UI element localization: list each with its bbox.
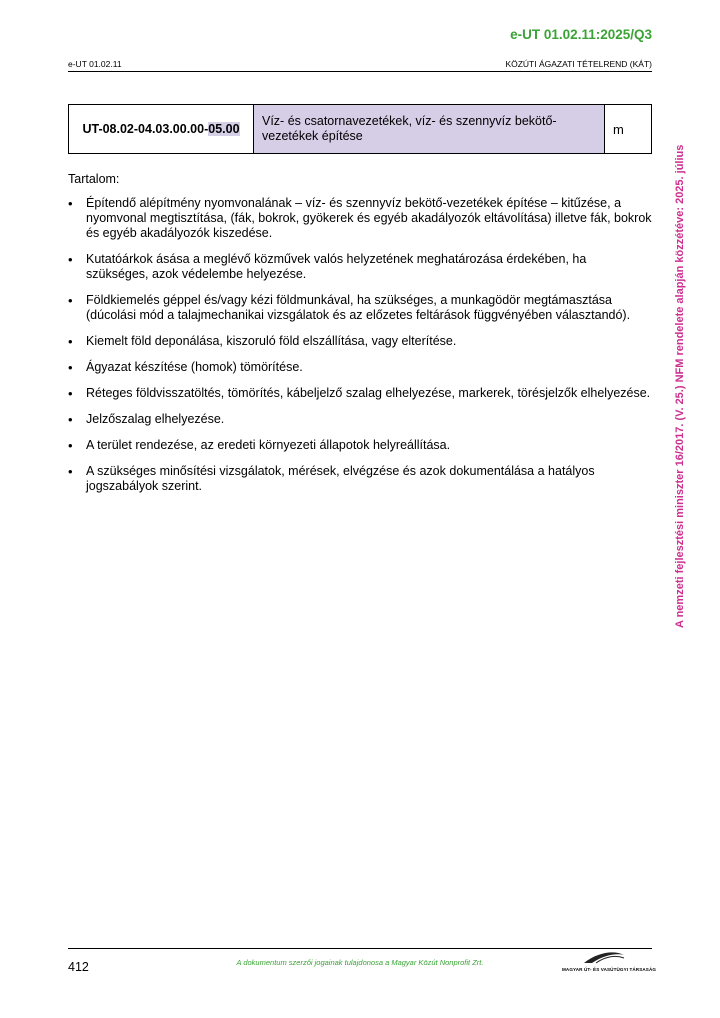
item-code-prefix: UT-08.02-04.03.00.00- [82, 122, 209, 136]
header-rule [68, 71, 652, 72]
list-item: • Jelzőszalag elhelyezése. [68, 412, 652, 427]
road-swoosh-logo-icon [562, 950, 656, 966]
item-table [68, 104, 652, 154]
header-left: e-UT 01.02.11 [68, 59, 122, 69]
item-code-suffix: 05.00 [208, 122, 240, 136]
item-title: Víz- és csatornavezetékek, víz- és szennyvíz bekötő-vezetékek építése [254, 105, 605, 154]
copyright-notice: A dokumentum szerzői jogainak tulajdonosa a Magyar Közút Nonprofit Zrt. [236, 958, 484, 967]
list-item: • A szükséges minősítési vizsgálatok, mérések, elvégzése és azok dokumentálása a hatályos jogszabályok szerint. [68, 464, 652, 494]
list-item: • Építendő alépítmény nyomvonalának – víz- és szennyvíz bekötő-vezetékek építése – kitűzése, a nyomvonal megtisztítása, (fák, bokrok, gyökerek és egyéb akadályozók eltávolítása) illetve fák, bokrok és egyéb akadályozók kiszedése. [68, 196, 652, 241]
item-unit: m [605, 105, 652, 154]
list-item: • Réteges földvisszatöltés, tömörítés, kábeljelző szalag elhelyezése, markerek, törésjelzők elhelyezése. [68, 386, 652, 401]
item-row [69, 105, 652, 154]
side-publication-note: A nemzeti fejlesztési miniszter 16/2017. (V. 25.) NFM rendelete alapján közzétéve: 2025. július [674, 144, 686, 628]
list-item: • Kiemelt föld deponálása, kiszoruló föld elszállítása, vagy elterítése. [68, 334, 652, 349]
page-number: 412 [68, 960, 89, 974]
document-code: e-UT 01.02.11:2025/Q3 [510, 27, 652, 42]
content-list [68, 196, 652, 505]
list-item: • Kutatóárkok ásása a meglévő közművek valós helyzetének meghatározása érdekében, ha szükséges, azok védelembe helyezése. [68, 252, 652, 282]
company-logo [562, 950, 656, 972]
list-item: • A terület rendezése, az eredeti környezeti állapotok helyreállítása. [68, 438, 652, 453]
footer-rule [68, 948, 652, 949]
list-item: • Ágyazat készítése (homok) tömörítése. [68, 360, 652, 375]
content-label: Tartalom: [68, 172, 120, 186]
logo-text: MAGYAR ÚT- ÉS VASÚTÜGYI TÁRSASÁG [562, 967, 657, 972]
header-right: KÖZÚTI ÁGAZATI TÉTELREND (KÁT) [505, 59, 652, 69]
list-item: • Földkiemelés géppel és/vagy kézi földmunkával, ha szükséges, a munkagödör megtámasztása (dúcolási mód a talajmechanikai vizsgálatok és az előzetes feltárások függvényében választandó). [68, 293, 652, 323]
item-code-cell [69, 105, 254, 154]
